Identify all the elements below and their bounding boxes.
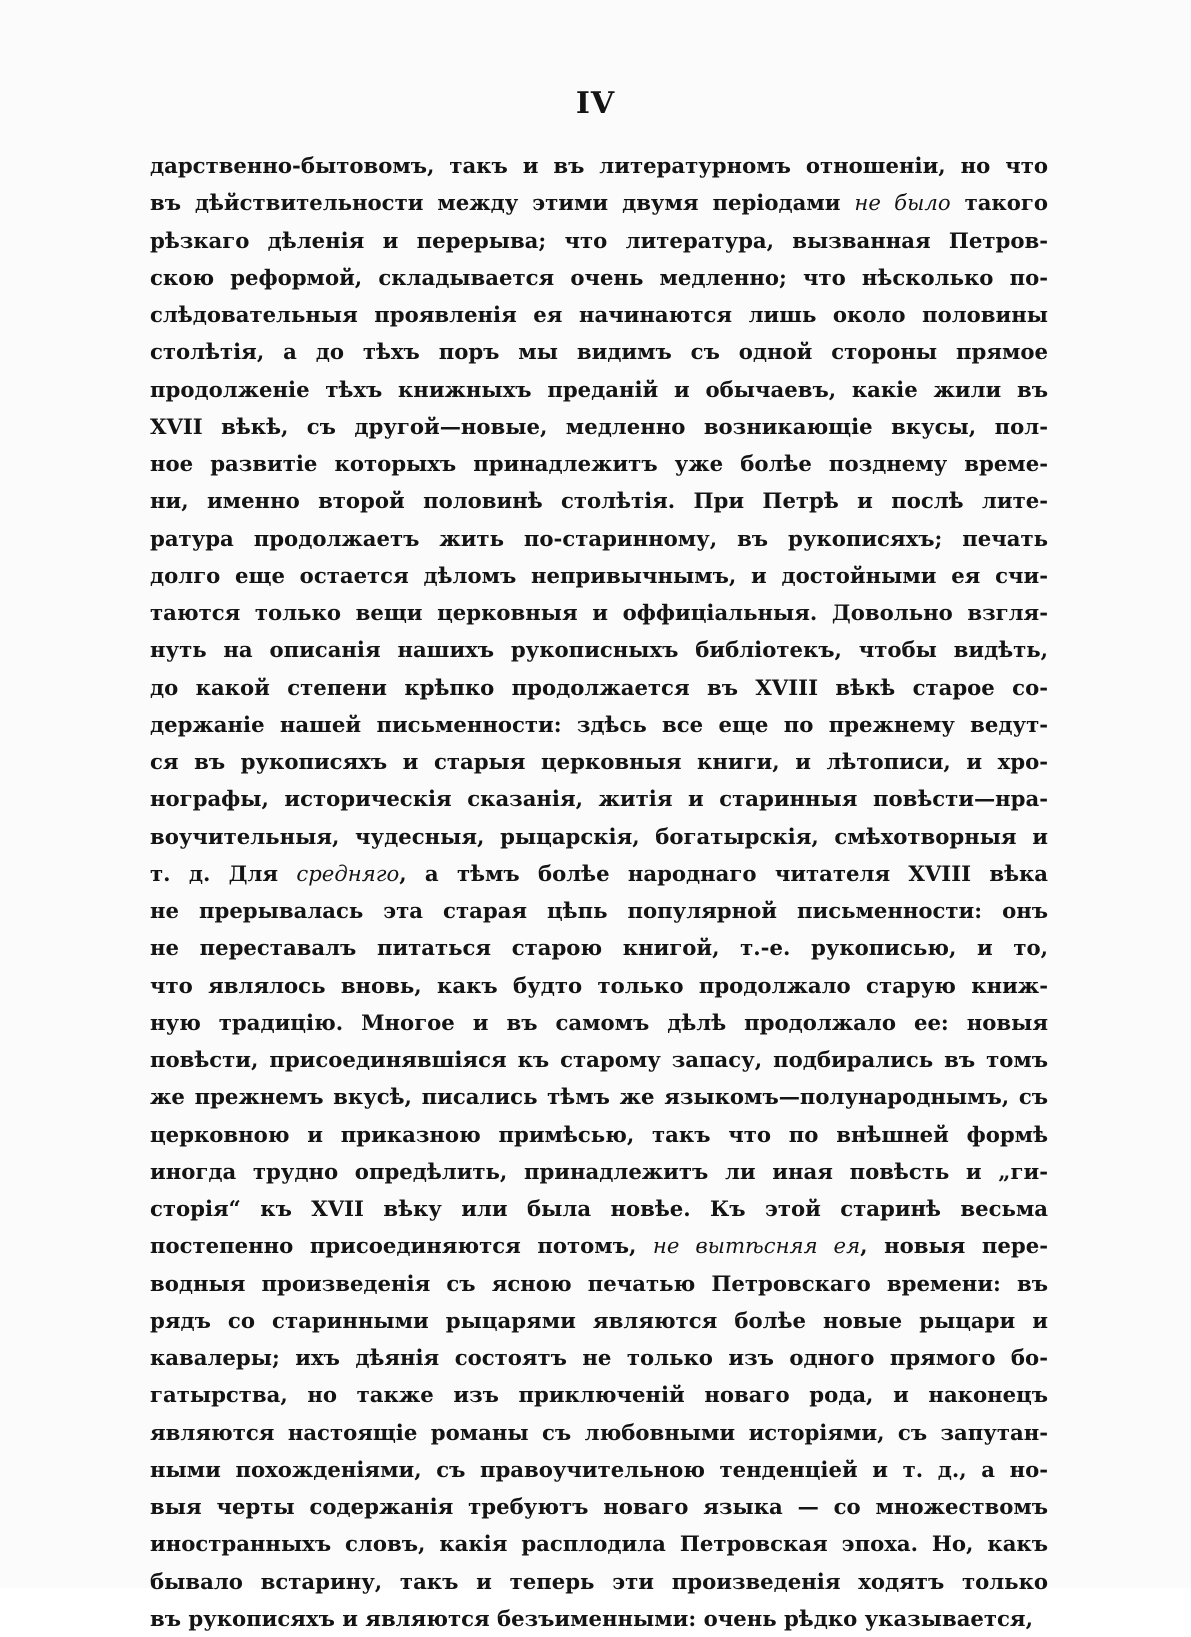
line-text: ными похожденіями, съ правоучительною тенденціей и т. д., а но- xyxy=(150,1456,1048,1482)
text-line xyxy=(150,594,1048,631)
line-text: слѣдовательныя проявленія ея начинаются лишь около половины xyxy=(150,302,1048,327)
text-line xyxy=(150,296,1048,333)
text-line xyxy=(150,1190,1048,1227)
page-number: IV xyxy=(575,86,616,121)
line-text: т. д. Для xyxy=(150,860,297,886)
text-line xyxy=(150,1116,1048,1153)
text-line xyxy=(150,520,1048,557)
line-text: не прерывалась эта старая цѣпь популярной письменности: онъ xyxy=(150,898,1048,923)
line-text: сторія“ къ XVII вѣку или была новѣе. Къ этой старинѣ весьма xyxy=(150,1196,1048,1221)
text-line xyxy=(150,147,1048,184)
line-text: продолженіе тѣхъ книжныхъ преданій и обычаевъ, какіе жили въ xyxy=(150,376,1048,402)
text-line xyxy=(150,1041,1048,1078)
line-text: церковною и приказною примѣсью, такъ что по внѣшней формѣ xyxy=(150,1121,1048,1147)
line-text: до какой степени крѣпко продолжается въ XVIII вѣкѣ старое со- xyxy=(150,674,1048,700)
line-text: иностранныхъ словъ, какія расплодила Петровская эпоха. Но, какъ xyxy=(150,1531,1048,1557)
text-line xyxy=(150,371,1048,408)
line-text: нографы, историческія сказанія, житія и старинныя повѣсти—нра- xyxy=(150,786,1048,812)
text-line xyxy=(150,482,1048,519)
line-text: иногда трудно опредѣлить, принадлежитъ ли иная повѣсть и „ги- xyxy=(150,1158,1048,1184)
text-line xyxy=(150,557,1048,594)
text-line xyxy=(150,184,1048,221)
line-text: водныя произведенія съ ясною печатью Петровскаго времени: въ xyxy=(150,1270,1048,1296)
text-line xyxy=(150,1525,1048,1562)
text-line xyxy=(150,1488,1048,1525)
line-text: не переставалъ питаться старою книгой, т.-е. рукописью, и то, xyxy=(150,935,1048,961)
line-text: столѣтія, а до тѣхъ поръ мы видимъ съ одной стороны прямое xyxy=(150,339,1048,365)
text-line xyxy=(150,743,1048,780)
line-text: бывало встарину, такъ и теперь эти произведенія ходятъ только xyxy=(150,1568,1048,1594)
line-text: въ дѣйствительности между этими двумя періодами xyxy=(150,190,855,216)
text-line xyxy=(150,929,1048,966)
line-text: , а тѣмъ болѣе народнаго читателя XVIII вѣка xyxy=(399,860,1048,886)
line-text: нуть на описанія нашихъ рукописныхъ библіотекъ, чтобы видѣть, xyxy=(150,637,1048,663)
text-line xyxy=(150,1376,1048,1413)
body-text xyxy=(150,147,1048,1637)
text-line xyxy=(150,1153,1048,1190)
text-line xyxy=(150,1451,1048,1488)
line-text: постепенно присоединяются потомъ, xyxy=(150,1233,653,1259)
italic-text: средняго xyxy=(296,860,400,886)
line-text: гатырства, но также изъ приключеній новаго рода, и наконецъ xyxy=(150,1382,1048,1408)
text-line xyxy=(150,967,1048,1004)
line-text: долго еще остается дѣломъ непривычнымъ, и достойными ея счи- xyxy=(150,562,1048,588)
line-text: воучительныя, чудесныя, рыцарскія, богатырскія, смѣхотворныя и xyxy=(150,823,1048,849)
text-line xyxy=(150,818,1048,855)
line-text: , новыя пере- xyxy=(860,1233,1048,1259)
line-text: ни, именно второй половинѣ столѣтія. При Петрѣ и послѣ лите- xyxy=(150,488,1048,514)
line-text: такого xyxy=(950,190,1048,216)
line-text: ся въ рукописяхъ и старыя церковныя книги, и лѣтописи, и хро- xyxy=(150,749,1048,774)
text-line xyxy=(150,1414,1048,1451)
line-text: дарственно-бытовомъ, такъ и въ литературномъ отношеніи, но что xyxy=(150,153,1048,178)
text-line xyxy=(150,333,1048,370)
text-line xyxy=(150,445,1048,482)
line-text: являются настоящіе романы съ любовными исторіями, съ запутан- xyxy=(150,1419,1048,1445)
text-line xyxy=(150,259,1048,296)
line-text: ное развитіе которыхъ принадлежитъ уже болѣе позднему време- xyxy=(150,451,1048,476)
line-text: скою реформой, складывается очень медленно; что нѣсколько по- xyxy=(150,264,1048,290)
line-text: рѣзкаго дѣленія и перерыва; что литература, вызванная Петров- xyxy=(150,227,1048,253)
line-text: что являлось вновь, какъ будто только продолжало старую книж- xyxy=(150,972,1048,998)
text-line xyxy=(150,855,1048,892)
line-text: кавалеры; ихъ дѣянія состоятъ не только изъ одного прямого бо- xyxy=(150,1345,1048,1370)
text-line xyxy=(150,222,1048,259)
text-line xyxy=(150,1600,1048,1637)
text-line xyxy=(150,1227,1048,1264)
text-line xyxy=(150,892,1048,929)
line-text: ную традицію. Многое и въ самомъ дѣлѣ продолжало ее: новыя xyxy=(150,1009,1048,1035)
line-text: въ рукописяхъ и являются безъименными: очень рѣдко указывается, xyxy=(150,1605,1033,1631)
text-line xyxy=(150,1078,1048,1115)
text-line xyxy=(150,706,1048,743)
text-line xyxy=(150,1004,1048,1041)
line-text: же прежнемъ вкусѣ, писались тѣмъ же языкомъ—полународнымъ, съ xyxy=(150,1084,1048,1110)
line-text: рядъ со старинными рыцарями являются болѣе новые рыцари и xyxy=(150,1307,1048,1333)
text-line xyxy=(150,1302,1048,1339)
line-text: XVII вѣкѣ, съ другой—новые, медленно возникающіе вкусы, пол- xyxy=(150,413,1048,439)
line-text: повѣсти, присоединявшіяся къ старому запасу, подбирались въ томъ xyxy=(150,1047,1048,1072)
text-line xyxy=(150,1339,1048,1376)
text-line xyxy=(150,1563,1048,1600)
text-line xyxy=(150,1265,1048,1302)
italic-text: не вытѣсняя ея xyxy=(652,1233,861,1259)
line-text: таются только вещи церковныя и оффиціальныя. Довольно взгля- xyxy=(150,600,1048,625)
line-text: выя черты содержанія требуютъ новаго языка — со множествомъ xyxy=(150,1494,1048,1519)
text-line xyxy=(150,631,1048,668)
line-text: ратура продолжаетъ жить по-старинному, въ рукописяхъ; печать xyxy=(150,525,1048,551)
text-line xyxy=(150,408,1048,445)
text-line xyxy=(150,669,1048,706)
text-line xyxy=(150,780,1048,817)
line-text: держаніе нашей письменности: здѣсь все еще по прежнему ведут- xyxy=(150,711,1048,737)
italic-text: не было xyxy=(854,190,951,216)
